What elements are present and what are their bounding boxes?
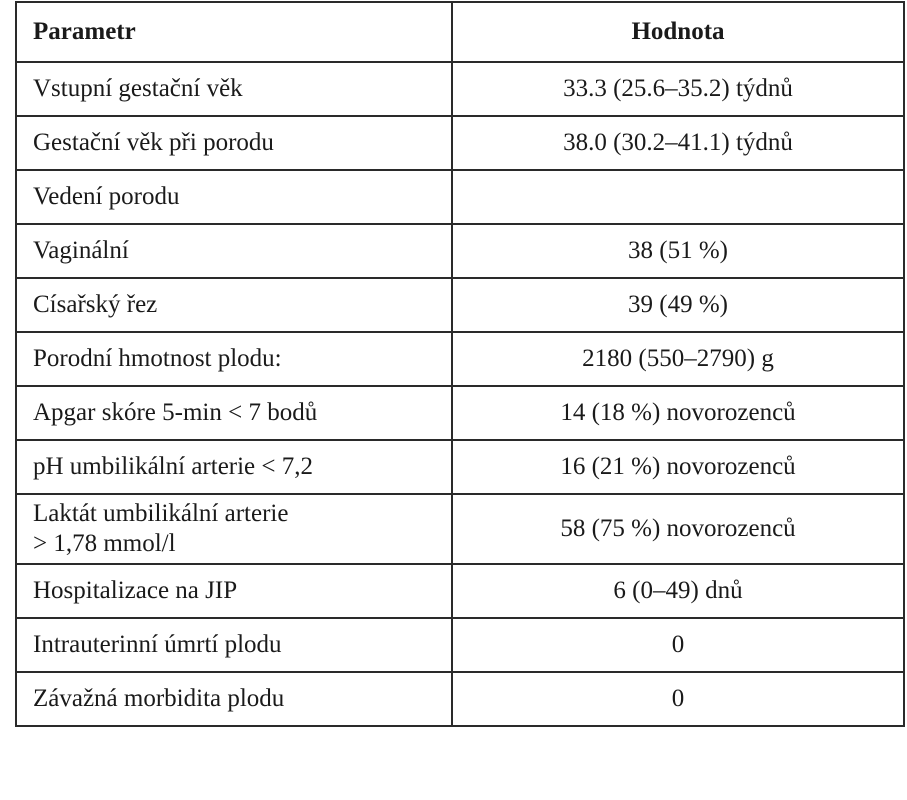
parameter-cell: Císařský řez [16,278,452,332]
table-row [16,618,904,672]
value-cell: 0 [452,672,904,726]
parameter-cell: Porodní hmotnost plodu: [16,332,452,386]
table-row [16,672,904,726]
value-cell: 2180 (550–2790) g [452,332,904,386]
value-cell: 16 (21 %) novorozenců [452,440,904,494]
value-cell: 38 (51 %) [452,224,904,278]
parameter-cell: Vstupní gestační věk [16,62,452,116]
value-cell: 38.0 (30.2–41.1) týdnů [452,116,904,170]
table-row [16,170,904,224]
value-cell: 58 (75 %) novorozenců [452,494,904,564]
table-row [16,116,904,170]
parameter-cell: pH umbilikální arterie < 7,2 [16,440,452,494]
value-cell [452,170,904,224]
parameter-cell: Intrauterinní úmrtí plodu [16,618,452,672]
parameter-cell: Vedení porodu [16,170,452,224]
table-row [16,332,904,386]
value-cell: 14 (18 %) novorozenců [452,386,904,440]
data-table [15,1,905,727]
parameter-cell: Laktát umbilikální arterie > 1,78 mmol/l [16,494,452,564]
table-row [16,278,904,332]
value-cell: 0 [452,618,904,672]
table-row [16,386,904,440]
value-cell: 39 (49 %) [452,278,904,332]
parameter-cell: Gestační věk při porodu [16,116,452,170]
table-row [16,440,904,494]
table-row [16,494,904,564]
column-header-hodnota: Hodnota [452,2,904,62]
parameter-cell: Vaginální [16,224,452,278]
table-row [16,224,904,278]
column-header-parametr: Parametr [16,2,452,62]
table-row [16,564,904,618]
parameter-cell: Hospitalizace na JIP [16,564,452,618]
parameter-cell: Závažná morbidita plodu [16,672,452,726]
table-header-row [16,2,904,62]
value-cell: 33.3 (25.6–35.2) týdnů [452,62,904,116]
parameter-cell: Apgar skóre 5-min < 7 bodů [16,386,452,440]
value-cell: 6 (0–49) dnů [452,564,904,618]
table-row [16,62,904,116]
